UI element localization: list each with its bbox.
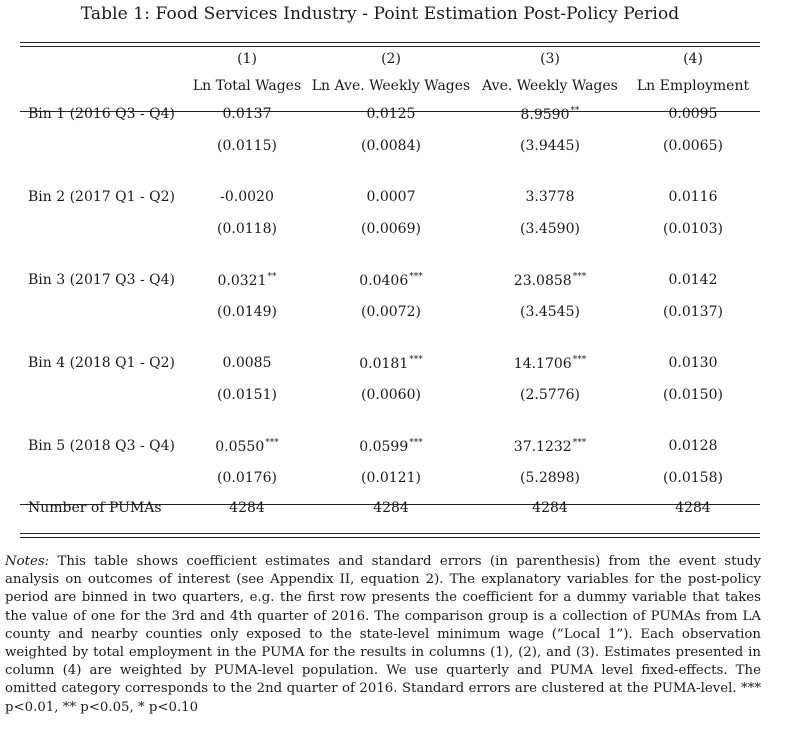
estimate-cell [474, 347, 626, 379]
estimate-cell [186, 347, 308, 379]
table-row [20, 98, 760, 130]
std-error-cell: (0.0151) [217, 386, 277, 403]
row-label-empty [20, 213, 186, 244]
row-label: Bin 1 (2016 Q3 - Q4) [28, 106, 175, 122]
std-error-cell: (5.2898) [520, 469, 580, 486]
estimate-value: 0.0116 [668, 189, 718, 205]
estimate-value: 0.0406 [359, 272, 409, 289]
std-error-cell: (0.0065) [663, 137, 723, 154]
significance-stars: *** [572, 271, 587, 282]
estimate-value: 0.0142 [668, 272, 718, 288]
table-row [20, 181, 760, 213]
significance-stars: *** [572, 437, 587, 448]
std-error-cell: (0.0060) [361, 386, 421, 403]
estimate-value: 14.1706 [513, 355, 572, 372]
footer-value: 4284 [675, 500, 711, 516]
estimate-cell [308, 347, 474, 379]
estimate-cell [186, 98, 308, 130]
significance-stars: ** [570, 105, 580, 116]
std-error-cell: (2.5776) [520, 386, 580, 403]
estimate-value: 8.9590 [520, 106, 570, 123]
significance-stars: *** [265, 437, 279, 448]
estimate-cell [308, 98, 474, 130]
significance-stars: ** [267, 271, 277, 282]
row-label: Bin 4 (2018 Q1 - Q2) [28, 355, 175, 371]
footer-value: 4284 [532, 500, 568, 516]
row-label-empty [20, 296, 186, 327]
std-error-cell: (0.0084) [361, 137, 421, 154]
std-error-cell: (3.4545) [520, 303, 580, 320]
notes-text: This table shows coefficient estimates and standard errors (in parenthesis) from the event study analysis on outcomes of interest (see Appendix II, equation 2). The explanatory variables for the post-policy period are binned in two quarters, e.g. the first row presents the coefficient for a dummy variable that takes the value of one for the 3rd and 4th quarter of 2016. The comparison group is a collection of PUMAs from LA county and nearby counties only exposed to the state-level minimum wage (“Local 1”). Each observation weighted by total employment in the PUMA for the results in columns (1), (2), and (3). Estimates presented in column (4) are weighted by PUMA-level population. We use quarterly and PUMA level fixed-effects. The omitted category corresponds to the 2nd quarter of 2016. Standard errors are clustered at the PUMA-level. *** p<0.01, ** p<0.05, * p<0.10 [5, 554, 761, 715]
column-header: Ln Ave. Weekly Wages [311, 78, 471, 94]
std-error-cell: (0.0069) [361, 220, 421, 237]
estimate-cell [474, 264, 626, 296]
estimate-value: 3.3778 [525, 189, 575, 205]
column-number: (1) [237, 51, 257, 67]
significance-stars: *** [409, 437, 423, 448]
std-error-row [20, 462, 760, 493]
estimate-cell [626, 98, 760, 130]
top-rule [20, 42, 760, 43]
std-error-cell: (0.0103) [663, 220, 723, 237]
estimate-cell [308, 181, 474, 213]
std-error-cell: (0.0137) [663, 303, 723, 320]
row-label: Bin 2 (2017 Q1 - Q2) [28, 189, 175, 205]
estimate-value: 0.0125 [366, 106, 416, 122]
significance-stars: *** [409, 271, 423, 282]
std-error-cell: (3.4590) [520, 220, 580, 237]
row-label: Bin 5 (2018 Q3 - Q4) [28, 438, 175, 454]
estimate-cell [474, 98, 626, 130]
column-number: (2) [381, 51, 401, 67]
estimate-cell [626, 264, 760, 296]
row-label: Bin 3 (2017 Q3 - Q4) [28, 272, 175, 288]
table-row [20, 264, 760, 296]
estimate-value: 37.1232 [513, 438, 572, 455]
results-table-area [20, 44, 760, 523]
estimate-value: 0.0550 [215, 438, 265, 455]
estimate-cell [626, 181, 760, 213]
estimate-value: -0.0020 [220, 189, 274, 205]
bottom-rule [20, 533, 760, 534]
estimate-value: 0.0137 [222, 106, 272, 122]
estimate-cell [308, 264, 474, 296]
notes-label: Notes: [5, 554, 50, 569]
estimate-value: 0.0181 [359, 355, 409, 372]
std-error-row [20, 379, 760, 410]
std-error-cell: (0.0072) [361, 303, 421, 320]
row-label-empty [20, 462, 186, 493]
estimate-value: 0.0128 [668, 438, 718, 454]
column-header-row [20, 74, 760, 98]
estimate-cell [474, 430, 626, 462]
std-error-cell: (0.0118) [217, 220, 277, 237]
table-row [20, 347, 760, 379]
std-error-row [20, 296, 760, 327]
estimate-value: 0.0599 [359, 438, 409, 455]
column-header: Ln Total Wages [192, 78, 302, 94]
estimate-cell [626, 430, 760, 462]
estimate-value: 0.0130 [668, 355, 718, 371]
estimate-cell [186, 430, 308, 462]
footer-label: Number of PUMAs [28, 500, 162, 516]
column-header: Ln Employment [636, 78, 750, 94]
column-number: (3) [540, 51, 560, 67]
estimate-value: 0.0095 [668, 106, 718, 122]
bottom-rule [20, 537, 760, 538]
significance-stars: *** [409, 354, 423, 365]
column-number-row [20, 44, 760, 74]
results-table [20, 44, 760, 523]
table-caption: Table 1: Food Services Industry - Point Estimation Post-Policy Period [80, 4, 680, 24]
std-error-cell: (0.0121) [361, 469, 421, 486]
std-error-cell: (0.0115) [217, 137, 277, 154]
std-error-cell: (0.0176) [217, 469, 277, 486]
std-error-cell: (0.0158) [663, 469, 723, 486]
estimate-value: 0.0085 [222, 355, 272, 371]
column-number: (4) [683, 51, 703, 67]
row-label-empty [20, 130, 186, 161]
column-header: Ave. Weekly Wages [482, 78, 618, 94]
estimate-cell [474, 181, 626, 213]
std-error-row [20, 213, 760, 244]
footer-value: 4284 [229, 500, 265, 516]
estimate-value: 0.0321 [217, 272, 267, 289]
std-error-row [20, 130, 760, 161]
std-error-cell: (0.0149) [217, 303, 277, 320]
estimate-cell [186, 264, 308, 296]
estimate-cell [626, 347, 760, 379]
table-row [20, 430, 760, 462]
row-label-empty [20, 379, 186, 410]
footer-value: 4284 [373, 500, 409, 516]
std-error-cell: (0.0150) [663, 386, 723, 403]
std-error-cell: (3.9445) [520, 137, 580, 154]
estimate-value: 23.0858 [513, 272, 572, 289]
estimate-cell [308, 430, 474, 462]
estimate-value: 0.0007 [366, 189, 416, 205]
table-notes [5, 553, 761, 717]
significance-stars: *** [572, 354, 587, 365]
footer-row [20, 493, 760, 523]
estimate-cell [186, 181, 308, 213]
